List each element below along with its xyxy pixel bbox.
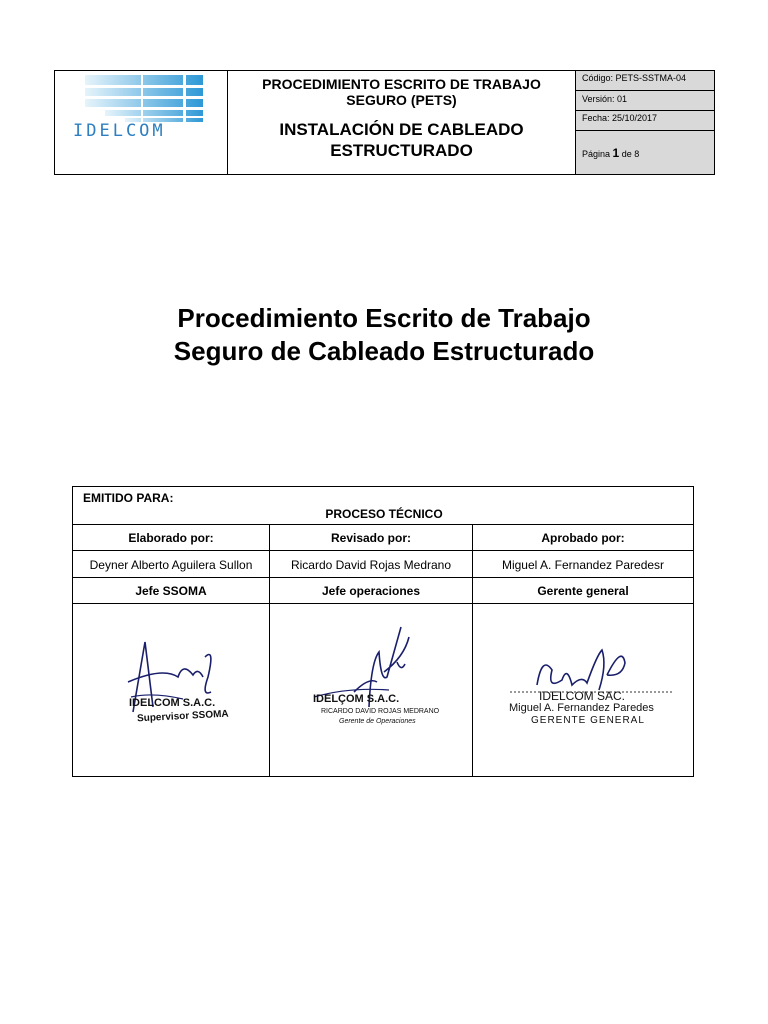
elaborado-name: Deyner Alberto Aguilera Sullon [89,558,253,572]
aprobado-position: Gerente general [537,584,629,598]
stamp-role: Gerente de Operaciones [339,718,416,725]
approval-table [72,486,694,777]
meta-version-row [576,91,714,111]
stamp-role: Supervisor SSOMA [136,708,229,725]
revisado-position: Jefe operaciones [321,584,421,598]
aprobado-label: Aprobado por: [541,531,625,545]
logo-cell [55,71,228,174]
stamp-role: GERENTE GENERAL [531,715,645,726]
signature-stamp-revisado [309,622,459,732]
main-title-line-1: Procedimiento Escrito de Trabajo [177,303,591,333]
stamp-company: IDELÇOM S.A.C. [313,693,400,705]
page-number: Página 1 de 8 [582,146,640,160]
meta-page-row [576,131,714,174]
document-date: Fecha: 25/10/2017 [582,113,658,123]
stamp-name: RICARDO DAVID ROJAS MEDRANO [321,708,440,715]
main-title [0,302,768,368]
document-header [54,70,715,175]
proceso-label: PROCESO TÉCNICO [325,507,443,521]
document-type: PROCEDIMIENTO ESCRITO DE TRABAJO SEGURO (PETS) [262,76,541,108]
stamp-name: Miguel A. Fernandez Paredes [509,702,654,714]
stamp-company: IDELCOM SAC. [539,689,626,703]
divider [73,550,693,551]
elaborado-label: Elaborado por: [128,531,214,545]
document-title: INSTALACIÓN DE CABLEADO ESTRUCTURADO [279,120,524,160]
meta-code-row [576,71,714,91]
aprobado-name: Miguel A. Fernandez Paredesr [501,558,665,572]
elaborado-position: Jefe SSOMA [135,584,207,598]
revisado-label: Revisado por: [330,531,411,545]
document-meta [576,71,714,174]
revisado-name: Ricardo David Rojas Medrano [290,558,452,572]
logo-text: IDELCOM [73,121,166,141]
meta-date-row [576,111,714,131]
header-title-cell [228,71,576,174]
document-code: Código: PETS-SSTMA-04 [582,73,687,83]
main-title-line-2: Seguro de Cableado Estructurado [173,336,595,366]
stamp-company: IDELCOM S.A.C. [129,697,216,709]
divider [73,524,693,525]
document-version: Versión: 01 [582,94,628,104]
emitido-label: EMITIDO PARA: [83,491,174,505]
signature-stamp-elaborado [123,637,243,737]
divider [73,603,693,604]
signature-stamp-aprobado [507,645,677,745]
divider [73,577,693,578]
